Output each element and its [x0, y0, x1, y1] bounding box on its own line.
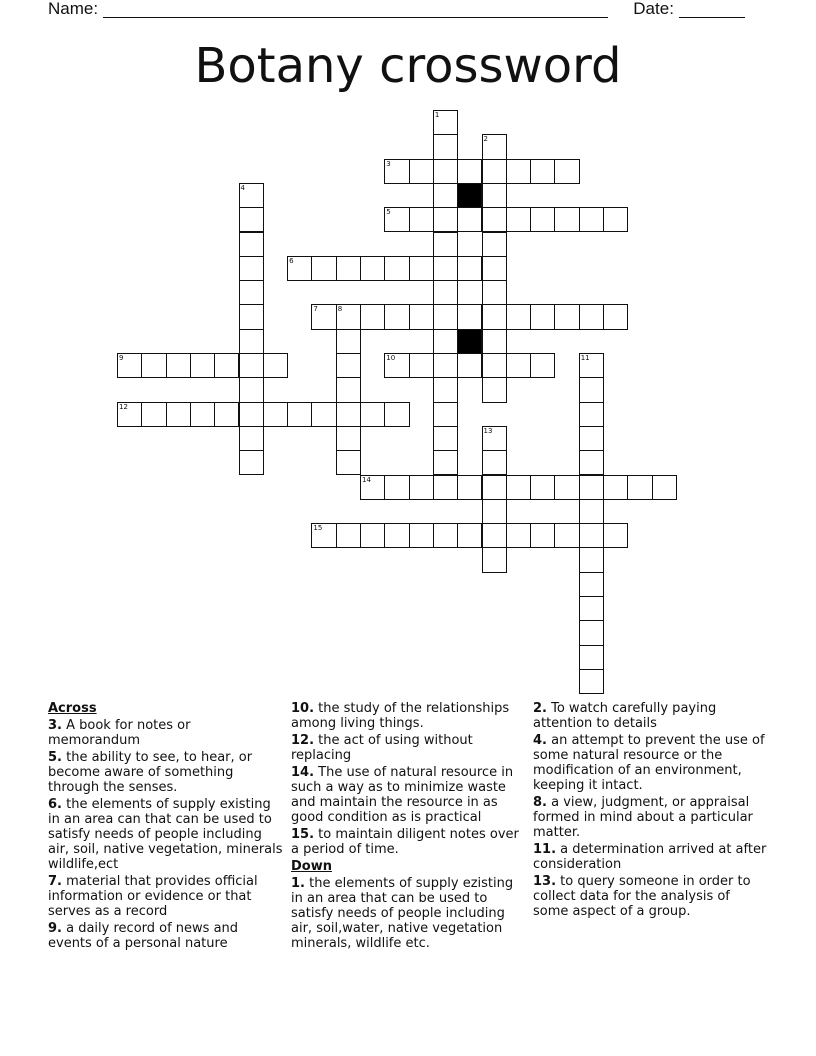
clue-text: a daily record of news and events of a personal nature	[48, 921, 239, 951]
grid-cell[interactable]	[554, 523, 579, 548]
clue-item	[533, 874, 769, 919]
clue-item	[48, 874, 284, 919]
grid-cell[interactable]	[360, 256, 385, 281]
black-cell	[457, 329, 482, 354]
grid-cell[interactable]	[433, 280, 458, 305]
grid-cell[interactable]	[166, 353, 191, 378]
clue-text: a determination arrived at after consideration	[533, 842, 767, 872]
clue-item	[48, 750, 284, 795]
grid-cell[interactable]	[433, 134, 458, 159]
grid-cell[interactable]	[433, 353, 458, 378]
grid-cell[interactable]	[579, 523, 604, 548]
clue-number: 7.	[48, 874, 62, 889]
grid-cell[interactable]	[360, 304, 385, 329]
clue-number: 14.	[291, 765, 315, 780]
across-heading: Across	[48, 701, 97, 716]
grid-cell[interactable]	[433, 377, 458, 402]
grid-cell[interactable]	[554, 304, 579, 329]
grid-cell[interactable]	[239, 304, 264, 329]
grid-cell[interactable]	[239, 426, 264, 451]
clue-list	[533, 701, 769, 919]
grid-cell[interactable]	[190, 353, 215, 378]
grid-cell[interactable]	[603, 523, 628, 548]
grid-cell[interactable]	[433, 304, 458, 329]
grid-cell[interactable]	[457, 207, 482, 232]
grid-cell[interactable]	[433, 329, 458, 354]
grid-cell[interactable]	[384, 304, 409, 329]
grid-cell[interactable]	[554, 475, 579, 500]
clue-text: the elements of supply ezisting in an area that can be used to satisfy needs of people including air, soil,water, native vegetation minerals, wildlife etc.	[291, 876, 514, 951]
grid-cell[interactable]	[239, 280, 264, 305]
grid-cell[interactable]	[530, 523, 555, 548]
grid-cell[interactable]	[360, 402, 385, 427]
clue-number-label: 11	[580, 354, 590, 362]
clue-item	[533, 701, 769, 731]
clue-number: 3.	[48, 718, 62, 733]
clue-text: a view, judgment, or appraisal formed in mind about a particular matter.	[533, 795, 753, 840]
grid-cell[interactable]	[579, 499, 604, 524]
grid-cell[interactable]	[482, 304, 507, 329]
grid-cell[interactable]	[287, 402, 312, 427]
clue-number: 1.	[291, 876, 305, 891]
clue-text: an attempt to prevent the use of some natural resource or the modification of an environment, keeping it intact.	[533, 733, 765, 793]
clue-text: the act of using without replacing	[291, 733, 473, 763]
grid-cell[interactable]	[579, 377, 604, 402]
clue-text: A book for notes or memorandum	[48, 718, 191, 748]
grid-cell[interactable]	[141, 402, 166, 427]
clues-column-3	[533, 701, 769, 921]
clue-number: 4.	[533, 733, 547, 748]
grid-cell[interactable]	[530, 353, 555, 378]
grid-cell[interactable]	[482, 232, 507, 257]
clue-item	[533, 733, 769, 793]
grid-cell[interactable]	[482, 377, 507, 402]
grid-cell[interactable]	[579, 645, 604, 670]
grid-cell[interactable]	[457, 353, 482, 378]
grid-cell[interactable]	[530, 207, 555, 232]
grid-cell[interactable]	[239, 329, 264, 354]
grid-cell[interactable]	[627, 475, 652, 500]
clue-text: to maintain diligent notes over a period of time.	[291, 827, 519, 857]
grid-cell[interactable]	[579, 475, 604, 500]
clue-text: the elements of supply existing in an area can that can be used to satisfy needs of people including air, soil, native vegetation, minerals wildlife,ect	[48, 797, 283, 872]
grid-cell[interactable]	[239, 232, 264, 257]
grid-cell[interactable]	[239, 207, 264, 232]
grid-cell[interactable]	[214, 402, 239, 427]
clue-item	[291, 876, 527, 951]
clue-item	[48, 718, 284, 748]
grid-cell[interactable]	[482, 499, 507, 524]
clue-item	[48, 921, 284, 951]
clue-list	[291, 701, 527, 857]
grid-cell[interactable]	[579, 304, 604, 329]
grid-cell[interactable]	[239, 377, 264, 402]
grid-cell[interactable]	[433, 402, 458, 427]
grid-cell[interactable]	[579, 207, 604, 232]
grid-cell[interactable]	[457, 159, 482, 184]
grid-cell[interactable]	[506, 353, 531, 378]
grid-cell[interactable]	[652, 475, 677, 500]
grid-cell[interactable]	[433, 159, 458, 184]
grid-cell[interactable]	[336, 256, 361, 281]
grid-cell[interactable]	[336, 523, 361, 548]
grid-cell[interactable]	[409, 159, 434, 184]
grid-cell[interactable]	[603, 475, 628, 500]
grid-cell[interactable]	[482, 329, 507, 354]
grid-cell[interactable]	[214, 353, 239, 378]
clue-item	[291, 827, 527, 857]
grid-cell[interactable]	[603, 207, 628, 232]
grid-cell[interactable]	[239, 256, 264, 281]
grid-cell[interactable]	[409, 353, 434, 378]
grid-cell[interactable]	[433, 207, 458, 232]
grid-cell[interactable]	[311, 402, 336, 427]
clue-text: the study of the relationships among living things.	[291, 701, 510, 731]
grid-cell[interactable]	[579, 669, 604, 694]
grid-cell[interactable]	[457, 256, 482, 281]
clue-number-label: 4	[240, 183, 245, 192]
grid-cell[interactable]	[579, 450, 604, 475]
grid-cell[interactable]	[263, 353, 288, 378]
grid-cell[interactable]	[433, 450, 458, 475]
clue-text: to query someone in order to collect data for the analysis of some aspect of a group.	[533, 874, 751, 919]
clues-column-2	[291, 701, 527, 953]
grid-cell[interactable]	[409, 523, 434, 548]
grid-cell[interactable]	[384, 256, 409, 281]
grid-cell[interactable]	[336, 402, 361, 427]
grid-cell[interactable]	[482, 280, 507, 305]
grid-cell[interactable]	[433, 523, 458, 548]
grid-cell[interactable]	[409, 475, 434, 500]
grid-cell[interactable]	[482, 183, 507, 208]
grid-cell[interactable]	[336, 450, 361, 475]
grid-cell[interactable]	[482, 450, 507, 475]
clue-number: 13.	[533, 874, 557, 889]
grid-cell[interactable]	[579, 596, 604, 621]
grid-cell[interactable]	[457, 304, 482, 329]
grid-cell[interactable]	[141, 353, 166, 378]
grid-cell[interactable]	[360, 523, 385, 548]
grid-cell[interactable]	[263, 402, 288, 427]
clue-number: 15.	[291, 827, 315, 842]
down-heading: Down	[291, 859, 332, 874]
grid-cell[interactable]	[433, 426, 458, 451]
clue-number-label: 13	[483, 426, 493, 435]
grid-cell[interactable]	[433, 232, 458, 257]
black-cell	[457, 183, 482, 208]
grid-cell[interactable]	[190, 402, 215, 427]
grid-cell[interactable]	[579, 402, 604, 427]
clue-number-label: 15	[313, 524, 323, 533]
grid-cell[interactable]	[482, 207, 507, 232]
grid-cell[interactable]	[506, 475, 531, 500]
grid-cell[interactable]	[482, 547, 507, 572]
grid-cell[interactable]	[433, 256, 458, 281]
grid-cell[interactable]	[506, 304, 531, 329]
grid-cell[interactable]	[336, 353, 361, 378]
grid-cell[interactable]	[457, 523, 482, 548]
grid-cell[interactable]	[384, 523, 409, 548]
clue-item	[48, 797, 284, 872]
clue-number-label: 8	[337, 305, 343, 314]
grid-cell[interactable]	[530, 475, 555, 500]
grid-cell[interactable]	[336, 426, 361, 451]
clue-item	[533, 795, 769, 840]
grid-cell[interactable]	[384, 402, 409, 427]
grid-cell[interactable]	[579, 572, 604, 597]
clue-number: 11.	[533, 842, 557, 857]
grid-cell[interactable]	[239, 450, 264, 475]
grid-cell[interactable]	[336, 329, 361, 354]
grid-cell[interactable]	[409, 304, 434, 329]
grid-cell[interactable]	[579, 426, 604, 451]
grid-cell[interactable]	[239, 353, 264, 378]
grid-cell[interactable]	[603, 304, 628, 329]
clue-number-label: 3	[386, 159, 391, 168]
clue-item	[291, 701, 527, 731]
grid-cell[interactable]	[506, 207, 531, 232]
clue-number-label: 14	[362, 475, 371, 484]
grid-cell[interactable]	[433, 475, 458, 500]
grid-cell[interactable]	[409, 256, 434, 281]
clue-text: the ability to see, to hear, or become aware of something through the senses.	[48, 750, 253, 795]
grid-cell[interactable]	[311, 256, 336, 281]
clue-number: 6.	[48, 797, 62, 812]
grid-cell[interactable]	[554, 207, 579, 232]
grid-cell[interactable]	[530, 304, 555, 329]
grid-cell[interactable]	[482, 353, 507, 378]
clue-number-label: 9	[119, 354, 124, 362]
clue-number-label: 7	[313, 305, 318, 314]
grid-cell[interactable]	[482, 256, 507, 281]
grid-cell[interactable]	[433, 183, 458, 208]
grid-cell[interactable]	[579, 547, 604, 572]
clue-number-label: 1	[434, 111, 440, 119]
clue-text: To watch carefully paying attention to details	[533, 701, 717, 731]
grid-cell[interactable]	[506, 159, 531, 184]
clue-text: The use of natural resource in such a way as to minimize waste and maintain the resource in as good condition as is practical	[291, 765, 514, 825]
grid-cell[interactable]	[384, 475, 409, 500]
grid-cell[interactable]	[409, 207, 434, 232]
grid-cell[interactable]	[506, 523, 531, 548]
clues-column-1	[48, 701, 284, 953]
date-label: Date:	[633, 0, 674, 18]
clue-number-label: 2	[483, 135, 488, 144]
grid-cell[interactable]	[554, 159, 579, 184]
clue-text: material that provides official information or evidence or that serves as a record	[48, 874, 258, 919]
grid-cell[interactable]	[166, 402, 191, 427]
grid-cell[interactable]	[482, 159, 507, 184]
clue-number: 2.	[533, 701, 547, 716]
clue-item	[291, 733, 527, 763]
page-title: Botany crossword	[194, 38, 622, 94]
clue-number-label: 6	[289, 256, 294, 265]
clue-number: 10.	[291, 701, 315, 716]
grid-cell[interactable]	[530, 159, 555, 184]
clue-number-label: 12	[119, 402, 128, 411]
clue-list	[291, 876, 527, 951]
clue-number-label: 5	[386, 208, 391, 217]
grid-cell[interactable]	[239, 402, 264, 427]
grid-cell[interactable]	[457, 475, 482, 500]
clue-number: 9.	[48, 921, 62, 936]
clue-number-label: 10	[386, 354, 396, 362]
clue-number: 8.	[533, 795, 547, 810]
name-label: Name:	[48, 0, 99, 18]
clue-number: 5.	[48, 750, 62, 765]
grid-cell[interactable]	[336, 377, 361, 402]
clue-item	[533, 842, 769, 872]
grid-cell[interactable]	[482, 523, 507, 548]
grid-cell[interactable]	[579, 620, 604, 645]
clue-item	[291, 765, 527, 825]
clue-list	[48, 718, 284, 951]
clue-number: 12.	[291, 733, 315, 748]
grid-cell[interactable]	[482, 475, 507, 500]
